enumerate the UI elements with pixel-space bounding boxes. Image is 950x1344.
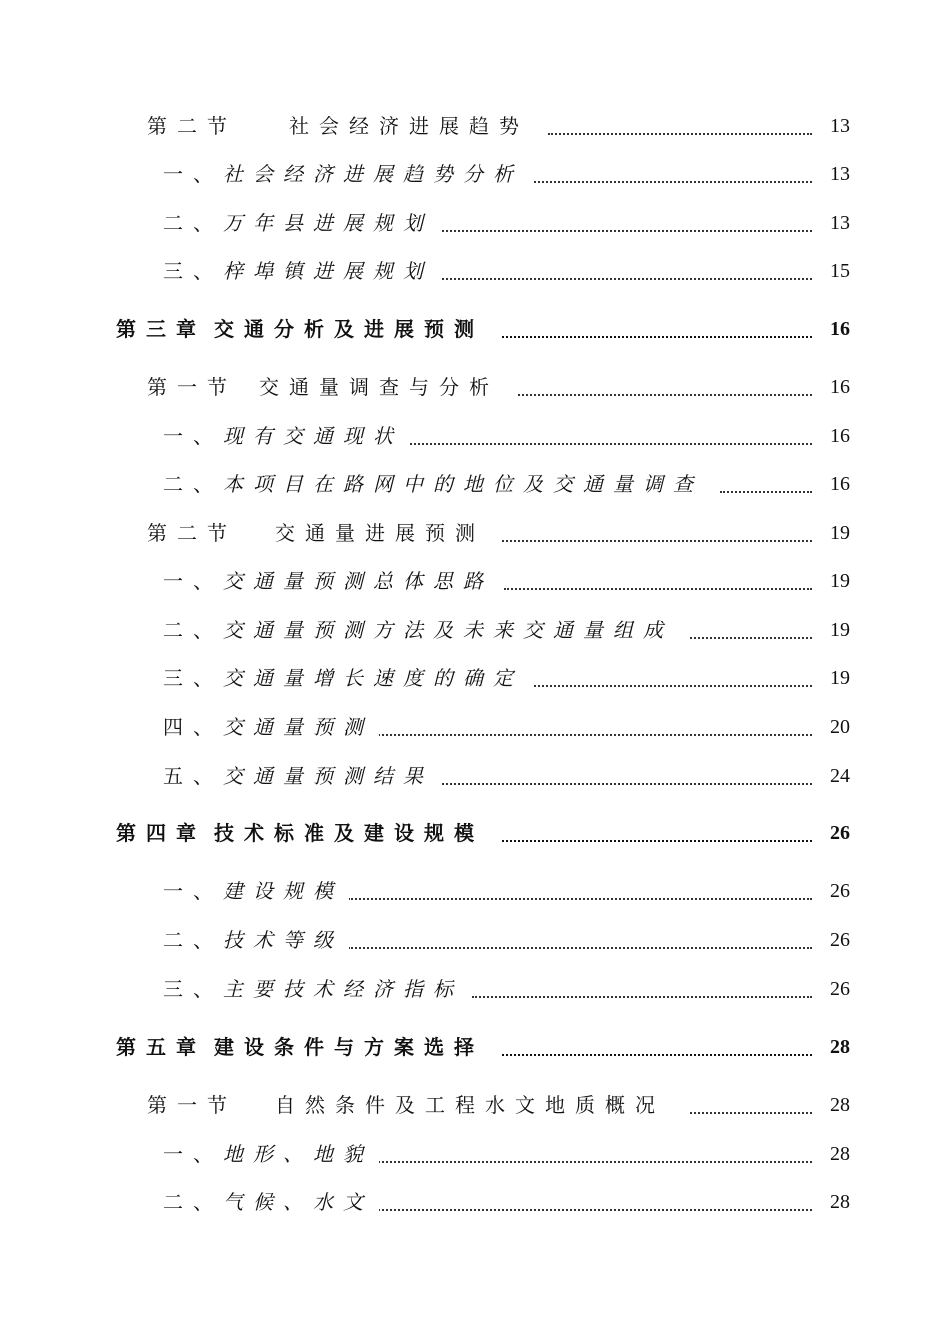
leader-dots — [348, 896, 812, 900]
toc-chapter-entry[interactable] — [0, 1031, 950, 1063]
toc-page-number: 13 — [830, 115, 850, 137]
toc-prefix: 一、 — [163, 162, 223, 186]
leader-dots — [690, 635, 812, 639]
toc-prefix: 二、 — [163, 928, 223, 952]
leader-dots — [378, 732, 812, 736]
toc-prefix: 第五章 — [116, 1035, 206, 1059]
toc-title: 交通量预测 — [223, 715, 373, 739]
toc-prefix: 三、 — [163, 666, 223, 690]
leader-dots — [410, 441, 812, 445]
toc-page-number: 26 — [830, 929, 850, 951]
toc-title: 交通量预测总体思路 — [223, 569, 493, 593]
toc-page-number: 19 — [830, 570, 850, 592]
leader-dots — [504, 586, 812, 590]
toc-section-entry[interactable] — [0, 517, 950, 549]
toc-item-entry[interactable] — [0, 711, 950, 743]
toc-page-number: 15 — [830, 260, 850, 282]
toc-page-number: 19 — [830, 667, 850, 689]
toc-item-entry[interactable] — [0, 468, 950, 500]
toc-item-entry[interactable] — [0, 1186, 950, 1218]
toc-prefix: 一、 — [163, 424, 223, 448]
toc-item-entry[interactable] — [0, 614, 950, 646]
leader-dots — [442, 781, 812, 785]
toc-prefix: 四、 — [163, 715, 223, 739]
leader-dots — [378, 1159, 812, 1163]
toc-page-number: 26 — [830, 880, 850, 902]
toc-page-number: 13 — [830, 163, 850, 185]
toc-title: 交通量进展预测 — [275, 521, 485, 545]
toc-title: 技术等级 — [223, 928, 343, 952]
leader-dots — [502, 334, 812, 338]
toc-prefix: 第一节 — [147, 1093, 237, 1117]
toc-prefix: 第二节 — [147, 114, 237, 138]
toc-item-entry[interactable] — [0, 924, 950, 956]
toc-page-number: 24 — [830, 765, 850, 787]
leader-dots — [518, 392, 812, 396]
toc-item-entry[interactable] — [0, 158, 950, 190]
leader-dots — [348, 945, 812, 949]
leader-dots — [502, 1052, 812, 1056]
toc-page-number: 19 — [830, 522, 850, 544]
leader-dots — [442, 228, 812, 232]
toc-prefix: 一、 — [163, 569, 223, 593]
toc-item-entry[interactable] — [0, 1138, 950, 1170]
toc-section-entry[interactable] — [0, 1089, 950, 1121]
toc-page-number: 16 — [830, 376, 850, 398]
toc-prefix: 五、 — [163, 764, 223, 788]
toc-chapter-entry[interactable] — [0, 313, 950, 345]
toc-title: 自然条件及工程水文地质概况 — [275, 1093, 665, 1117]
toc-title: 本项目在路网中的地位及交通量调查 — [223, 472, 703, 496]
leader-dots — [472, 994, 812, 998]
toc-prefix: 三、 — [163, 259, 223, 283]
toc-title: 万年县进展规划 — [223, 211, 433, 235]
leader-dots — [548, 131, 812, 135]
toc-title: 梓埠镇进展规划 — [223, 259, 433, 283]
toc-page-number: 28 — [830, 1036, 850, 1058]
leader-dots — [690, 1110, 812, 1114]
toc-title: 建设规模 — [223, 879, 343, 903]
toc-title: 交通分析及进展预测 — [214, 317, 484, 341]
toc-item-entry[interactable] — [0, 973, 950, 1005]
toc-title: 现有交通现状 — [223, 424, 403, 448]
toc-title: 社会经济进展趋势分析 — [223, 162, 523, 186]
toc-item-entry[interactable] — [0, 420, 950, 452]
toc-prefix: 第一节 — [147, 375, 237, 399]
toc-item-entry[interactable] — [0, 255, 950, 287]
leader-dots — [502, 538, 812, 542]
toc-prefix: 二、 — [163, 211, 223, 235]
toc-page-number: 19 — [830, 619, 850, 641]
toc-prefix: 二、 — [163, 618, 223, 642]
leader-dots — [442, 276, 812, 280]
toc-page-number: 16 — [830, 425, 850, 447]
toc-page-number: 28 — [830, 1094, 850, 1116]
toc-item-entry[interactable] — [0, 207, 950, 239]
toc-title: 交通量预测结果 — [223, 764, 433, 788]
toc-prefix: 一、 — [163, 879, 223, 903]
toc-page-number: 16 — [830, 318, 850, 340]
toc-page-number: 20 — [830, 716, 850, 738]
toc-title: 交通量预测方法及未来交通量组成 — [223, 618, 673, 642]
leader-dots — [534, 683, 812, 687]
toc-chapter-entry[interactable] — [0, 817, 950, 849]
toc-title: 交通量调查与分析 — [259, 375, 499, 399]
toc-prefix: 第四章 — [116, 821, 206, 845]
toc-page-number: 16 — [830, 473, 850, 495]
toc-page-number: 28 — [830, 1191, 850, 1213]
toc-title: 主要技术经济指标 — [223, 977, 463, 1001]
toc-prefix: 第二节 — [147, 521, 237, 545]
toc-title: 交通量增长速度的确定 — [223, 666, 523, 690]
toc-page-number: 28 — [830, 1143, 850, 1165]
toc-item-entry[interactable] — [0, 662, 950, 694]
toc-prefix: 一、 — [163, 1142, 223, 1166]
leader-dots — [502, 838, 812, 842]
toc-prefix: 二、 — [163, 472, 223, 496]
toc-title: 社会经济进展趋势 — [289, 114, 529, 138]
toc-title: 气候、水文 — [223, 1190, 373, 1214]
toc-title: 建设条件与方案选择 — [214, 1035, 484, 1059]
toc-prefix: 二、 — [163, 1190, 223, 1214]
leader-dots — [378, 1207, 812, 1211]
leader-dots — [720, 489, 812, 493]
toc-page-number: 26 — [830, 822, 850, 844]
toc-item-entry[interactable] — [0, 875, 950, 907]
toc-item-entry[interactable] — [0, 565, 950, 597]
toc-item-entry[interactable] — [0, 760, 950, 792]
toc-prefix: 第三章 — [116, 317, 206, 341]
leader-dots — [534, 179, 812, 183]
toc-section-entry[interactable] — [0, 371, 950, 403]
toc-page-number: 26 — [830, 978, 850, 1000]
toc-page-number: 13 — [830, 212, 850, 234]
toc-title: 地形、地貌 — [223, 1142, 373, 1166]
toc-prefix: 三、 — [163, 977, 223, 1001]
toc-title: 技术标准及建设规模 — [214, 821, 484, 845]
toc-section-entry[interactable] — [0, 110, 950, 142]
